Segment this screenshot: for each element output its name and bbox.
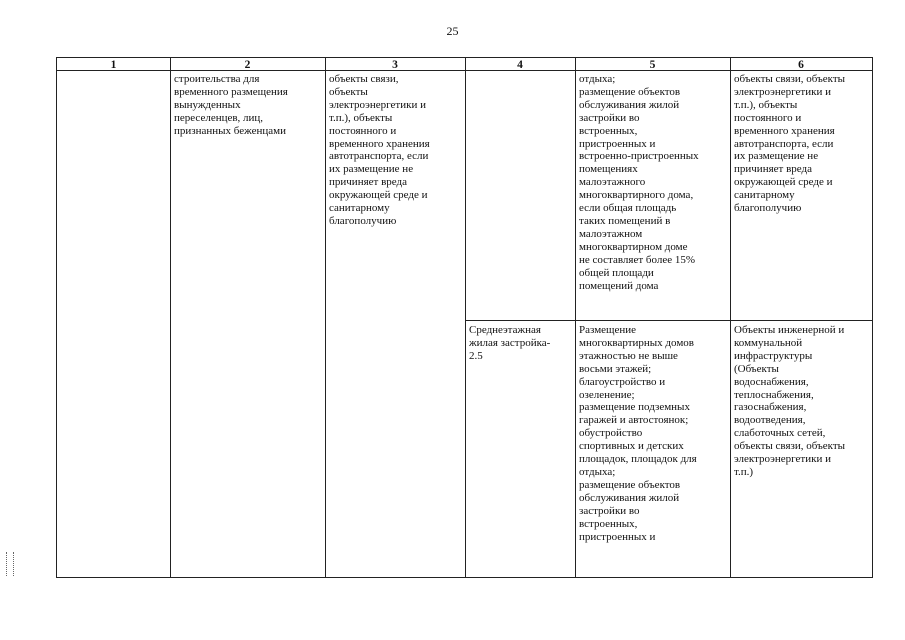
cell-row1-col2: строительства для временного размещения вынужденных переселенцев, лиц, признанных беженцами bbox=[174, 73, 288, 137]
cell-row1-col6: объекты связи, объекты электроэнергетики и т.п.), объекты постоянного и временного хранения автотранспорта, если их размещение не причиняет вреда окружающей среде и санитарному благополучию bbox=[734, 73, 846, 215]
header-col-3: 3 bbox=[392, 59, 398, 71]
header-col-6: 6 bbox=[798, 59, 804, 71]
header-col-2: 2 bbox=[244, 59, 251, 71]
cell-row2-col4: Среднеэтажная жилая застройка- 2.5 bbox=[469, 324, 551, 362]
header-col-1: 1 bbox=[110, 59, 117, 71]
cell-row2-col6: Объекты инженерной и коммунальной инфраструктуры (Объекты водоснабжения, теплоснабжения, газоснабжения, водоотведения, слаботочных сетей, объекты связи, объекты электроэнергетики и т.п.) bbox=[734, 324, 846, 478]
cell-row1-col5: отдыха; размещение объектов обслуживания жилой застройки во встроенных, пристроенных и встроенно-пристроенных помещениях малоэтажного многоквартирного дома, если общая площадь таких помещений в малоэтажном многоквартирном доме не составляет более 15% общей площади помещений дома bbox=[579, 73, 699, 292]
cell-row1-col3: объекты связи, объекты электроэнергетики и т.п.), объекты постоянного и временного хранения автотранспорта, если их размещение не причиняет вреда окружающей среде и санитарному благополучию bbox=[329, 73, 430, 227]
header-col-4: 4 bbox=[517, 59, 523, 71]
column-divider bbox=[465, 57, 466, 577]
zoning-table bbox=[56, 57, 873, 578]
column-divider bbox=[575, 57, 576, 577]
header-col-5: 5 bbox=[649, 59, 656, 71]
column-divider bbox=[170, 57, 171, 577]
page-number: 25 bbox=[446, 24, 459, 38]
column-divider bbox=[730, 57, 731, 577]
column-divider bbox=[325, 57, 326, 577]
row-divider bbox=[465, 320, 872, 321]
scan-artifact bbox=[6, 552, 14, 576]
cell-row2-col5: Размещение многоквартирных домов этажностью не выше восьми этажей; благоустройство и озеленение; размещение подземных гаражей и автостоянок; обустройство спортивных и детских площадок, площадок для отдыха; размещение объектов обслуживания жилой застройки во встроенных, пристроенных и bbox=[579, 324, 697, 543]
